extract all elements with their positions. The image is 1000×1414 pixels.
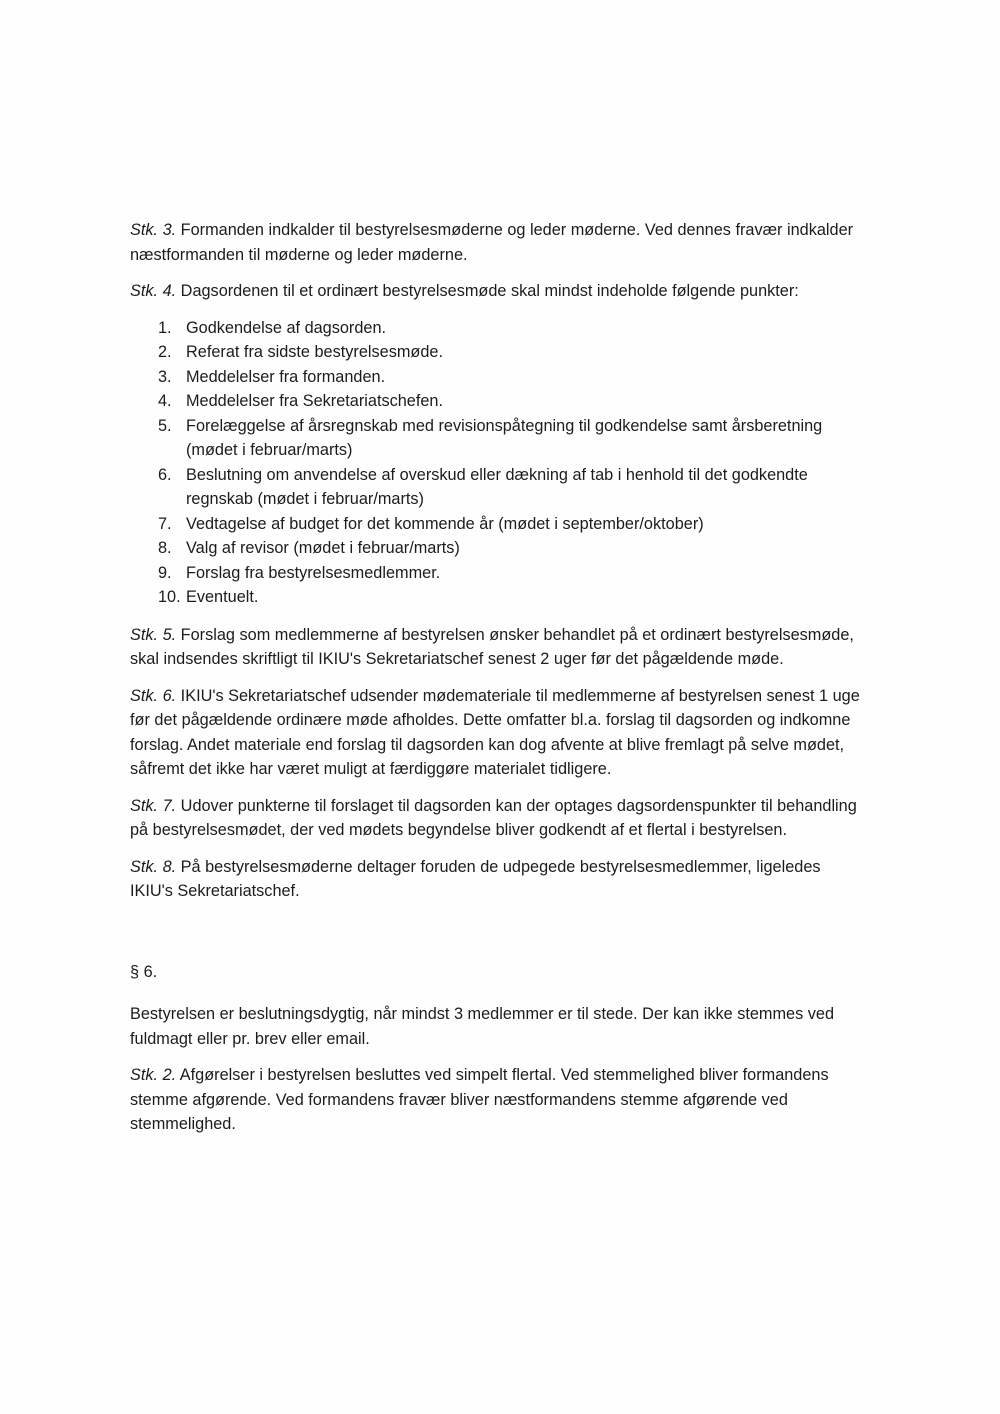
agenda-text: Referat fra sidste bestyrelsesmøde.	[186, 343, 443, 361]
agenda-text: Forslag fra bestyrelsesmedlemmer.	[186, 563, 441, 582]
agenda-number: 4.	[158, 392, 172, 410]
agenda-item	[130, 389, 865, 414]
paragraph-stk-3	[130, 218, 865, 267]
paragraph-text: På bestyrelsesmøderne deltager foruden de udpegede bestyrelsesmedlemmer, ligeledes IKIU's Sekretariatschef.	[130, 857, 821, 900]
agenda-number: 2.	[158, 343, 172, 361]
paragraph-stk-5	[130, 623, 865, 672]
paragraph-section-6	[130, 1002, 865, 1051]
agenda-number: 3.	[158, 367, 172, 386]
agenda-item	[130, 561, 865, 586]
agenda-number: 6.	[158, 465, 172, 484]
agenda-text: Valg af revisor (mødet i februar/marts)	[186, 539, 460, 557]
agenda-text: Meddelelser fra Sekretariatschefen.	[186, 392, 444, 410]
paragraph-text: Bestyrelsen er beslutningsdygtig, når mindst 3 medlemmer er til stede. Der kan ikke stemmes ved fuldmagt eller pr. brev eller email.	[130, 1005, 835, 1048]
agenda-text: Godkendelse af dagsorden.	[186, 318, 387, 337]
agenda-item	[130, 463, 865, 512]
agenda-text: Beslutning om anvendelse af overskud eller dækning af tab i henhold til det godkendte regnskab (mødet i februar/marts)	[186, 465, 808, 508]
stk-label: Stk. 6.	[130, 686, 177, 705]
paragraph-stk-2	[130, 1063, 865, 1137]
agenda-item	[130, 316, 865, 341]
paragraph-text: IKIU's Sekretariatschef udsender mødemateriale til medlemmerne af bestyrelsen senest 1 uge før det pågældende ordinære møde afholdes. Dette omfatter bl.a. forslag til dagsorden og indkomne forslag. Andet materiale end forslag til dagsorden kan dog afvente at blive fremlagt på selve mødet, såfremt det ikke har været muligt at færdiggøre materialet tidligere.	[130, 686, 860, 778]
stk-label: Stk. 2.	[130, 1066, 177, 1084]
stk-label: Stk. 4.	[130, 282, 177, 300]
stk-label: Stk. 5.	[130, 625, 177, 644]
agenda-text: Eventuelt.	[186, 588, 259, 606]
agenda-item	[130, 585, 865, 610]
section-heading: § 6.	[130, 962, 158, 981]
paragraph-text: Dagsordenen til et ordinært bestyrelsesmøde skal mindst indeholde følgende punkter:	[176, 282, 799, 300]
agenda-number: 1.	[158, 318, 172, 337]
paragraph-stk-6	[130, 684, 865, 782]
paragraph-stk-7	[130, 794, 865, 843]
agenda-item	[130, 365, 865, 390]
document-body	[130, 218, 865, 1149]
agenda-item	[130, 536, 865, 561]
paragraph-text: Forslag som medlemmerne af bestyrelsen ønsker behandlet på et ordinært bestyrelsesmøde, skal indsendes skriftligt til IKIU's Sekretariatschef senest 2 uger før det pågældende møde.	[130, 625, 854, 668]
agenda-list	[130, 316, 865, 610]
stk-label: Stk. 3.	[130, 221, 177, 239]
paragraph-text: Formanden indkalder til bestyrelsesmøderne og leder møderne. Ved dennes fravær indkalder næstformanden til møderne og leder møderne.	[130, 221, 854, 264]
paragraph-text: Udover punkterne til forslaget til dagsorden kan der optages dagsordenspunkter til behandling på bestyrelsesmødet, der ved mødets begyndelse bliver godkendt af et flertal i bestyrelsen.	[130, 796, 857, 839]
agenda-number: 5.	[158, 416, 172, 435]
paragraph-text: Afgørelser i bestyrelsen besluttes ved simpelt flertal. Ved stemmelighed bliver formandens stemme afgørende. Ved formandens fravær bliver næstformandens stemme afgørende ved stemmelighed.	[130, 1066, 829, 1133]
paragraph-stk-8	[130, 855, 865, 904]
agenda-number: 8.	[158, 539, 172, 557]
agenda-number: 10.	[158, 588, 181, 606]
agenda-number: 7.	[158, 514, 172, 533]
agenda-item	[130, 512, 865, 537]
agenda-text: Vedtagelse af budget for det kommende år (mødet i september/oktober)	[186, 514, 704, 533]
agenda-text: Meddelelser fra formanden.	[186, 367, 386, 386]
stk-label: Stk. 7.	[130, 796, 177, 815]
agenda-item	[130, 340, 865, 365]
stk-label: Stk. 8.	[130, 857, 177, 876]
agenda-item	[130, 414, 865, 463]
agenda-number: 9.	[158, 563, 172, 582]
agenda-text: Forelæggelse af årsregnskab med revisionspåtegning til godkendelse samt årsberetning (mødet i februar/marts)	[186, 416, 823, 459]
paragraph-stk-4	[130, 279, 865, 304]
